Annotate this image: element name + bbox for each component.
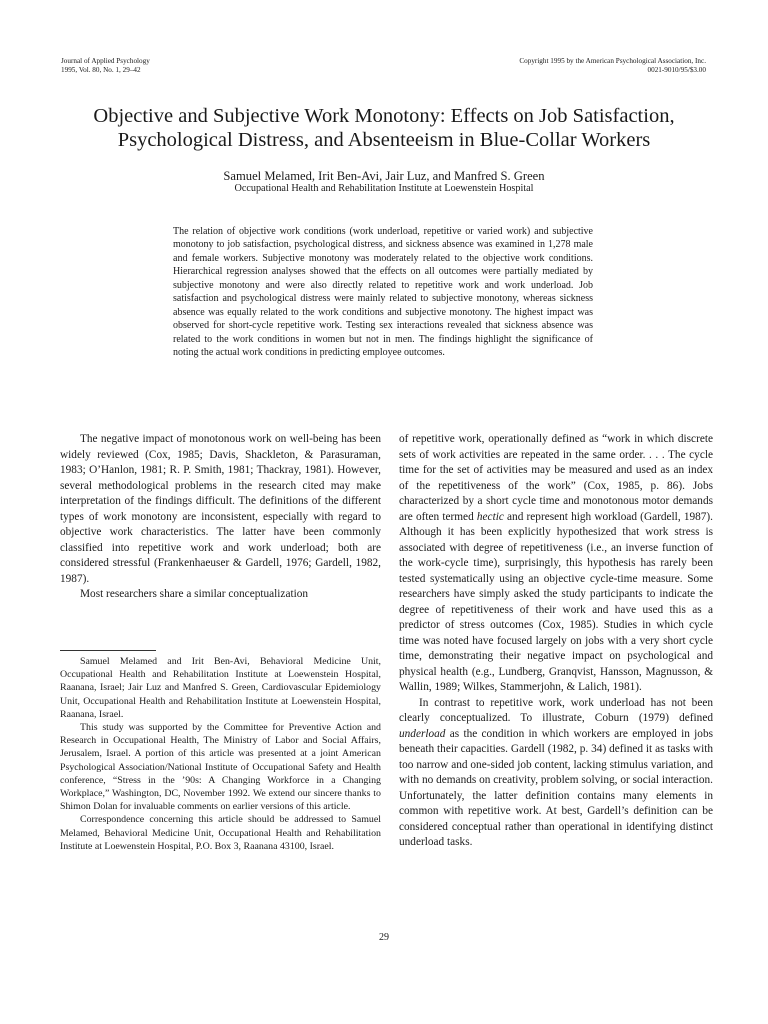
title-line-1: Objective and Subjective Work Monotony: Effects on Job Satisfaction,	[93, 105, 675, 127]
emphasis-hectic: hectic	[476, 510, 504, 523]
intro-paragraph-2: Most researchers share a similar conceptualization	[80, 588, 309, 600]
text-segment: as the condition in which workers are employed in jobs beneath their capacities. Gardell (1982, p. 34) defined it as tasks with too narrow and one-sided job content, lacking stimulus variation, and with no demands on creativity, problem solving, or social interaction. Unfortunately, the latter definition contains many elements in common with repetitive work. At best, Gardell’s definition can be considered conceptual rather than operational in identifying distinct underload tasks.	[399, 727, 713, 848]
emphasis-underload: underload	[399, 727, 446, 740]
footnote-correspondence: Correspondence concerning this article should be addressed to Samuel Melamed, Behavioral Medicine Unit, Occupational Health and Rehabilitation Institute at Loewenstein Hospital, P.O. Box 3, Raanana 43100, Israel.	[60, 814, 381, 852]
journal-header	[61, 57, 150, 74]
body-paragraph-repetitive-work	[399, 432, 713, 696]
body-paragraph-underload	[399, 696, 713, 851]
left-column	[60, 432, 381, 603]
journal-volume: 1995, Vol. 80, No. 1, 29–42	[61, 65, 141, 74]
title-line-2: Psychological Distress, and Absenteeism in Blue-Collar Workers	[117, 129, 651, 151]
author-list: Samuel Melamed, Irit Ben-Avi, Jair Luz, and Manfred S. Green	[223, 169, 545, 183]
copyright-header	[519, 57, 706, 74]
copyright-notice: Copyright 1995 by the American Psychological Association, Inc.	[519, 57, 706, 65]
article-code: 0021-9010/95/$3.00	[647, 65, 706, 74]
journal-name: Journal of Applied Psychology	[61, 57, 150, 65]
footnote-acknowledgment: This study was supported by the Committee for Preventive Action and Research in Occupational Health, The Ministry of Labor and Social Affairs, Jerusalem, Israel. A portion of this article was presented at a joint American Psychological Association/National Institute of Occupational Safety and Health conference, “Stress in the ’90s: A Changing Workforce in a Changing Workplace,” Washington, DC, November 1992. We extend our sincere thanks to Shimon Dolan for invaluable comments on earlier versions of this article.	[60, 722, 381, 813]
footnote-affiliations: Samuel Melamed and Irit Ben-Avi, Behavioral Medicine Unit, Occupational Health and Rehabilitation Institute at Loewenstein Hospital, Raanana, Israel; Jair Luz and Manfred S. Green, Cardiovascular Epidemiology Unit, Occupational Health and Rehabilitation Institute at Loewenstein Hospital, Raanana, Israel.	[60, 656, 381, 720]
text-segment: In contrast to repetitive work, work underload has not been clearly conceptualized. To illustrate, Coburn (1979) defined	[399, 696, 713, 724]
right-column	[399, 432, 713, 851]
text-segment: and represent high workload (Gardell, 1987). Although it has been explicitly hypothesized that work stress is associated with degree of repetitiveness (i.e., an inverse function of the work-cycle time), surprisingly, this hypothesis has rarely been tested systematically using an objective cycle-time measure. Some researchers have simply asked the study participants to indicate the degree of repetitiveness of their work and have used this as a predictor of stress outcomes (Cox, 1985). Studies in which cycle time was noted have focused largely on jobs with a very short cycle time, demonstrating their negative impact on psychological and physical health (e.g., Lundberg, Granqvist, Hansson, Magnusson, & Wallin, 1989; Wilkes, Stammerjohn, & Lalich, 1981).	[399, 510, 713, 693]
page-number: 29	[379, 932, 389, 943]
author-affiliation: Occupational Health and Rehabilitation Institute at Loewenstein Hospital	[234, 183, 534, 194]
article-title	[60, 104, 708, 152]
author-footnotes	[60, 655, 381, 853]
footnote-divider	[60, 650, 156, 651]
abstract: The relation of objective work conditions (work underload, repetitive or varied work) and subjective monotony to job satisfaction, psychological distress, and sickness absence was examined in 1,278 male and female workers. Subjective monotony was moderately related to the objective work conditions. Hierarchical regression analyses showed that the effects on all outcomes were partially mediated by subjective monotony and were also directly related to repetitive work and work underload. Job satisfaction and psychological distress were mainly related to subjective monotony, whereas sickness absence was equally related to the work conditions and subjective monotony. The highest impact was observed for short-cycle repetitive work. Testing sex interactions revealed that sickness absence was related to the work conditions in women but not in men. The findings highlight the significance of noting the actual work conditions in predicting employee outcomes.	[173, 226, 593, 359]
intro-paragraph-1: The negative impact of monotonous work on well-being has been widely reviewed (Cox, 1985; Davis, Shackleton, & Parasuraman, 1983; O’Hanlon, 1981; R. P. Smith, 1981; Thackray, 1981). However, several methodological problems in the research cited may make interpretation of the findings difficult. The definitions of the different types of work monotony are inconsistent, especially with regard to objective work characteristics. The latter have been commonly classified into repetitive work and work underload; both are considered stressful (Frankenhaeuser & Gardell, 1976; Gardell, 1982, 1987).	[60, 433, 381, 585]
text-segment: of repetitive work, operationally defined as “work in which discrete sets of work activities are repeated in the same order. . . . The cycle time for the set of activities may be measured and used as an index of the repetitiveness of the work” (Cox, 1985, p. 86). Jobs characterized by a short cycle time and monotonous motor demands are often termed	[399, 433, 713, 523]
